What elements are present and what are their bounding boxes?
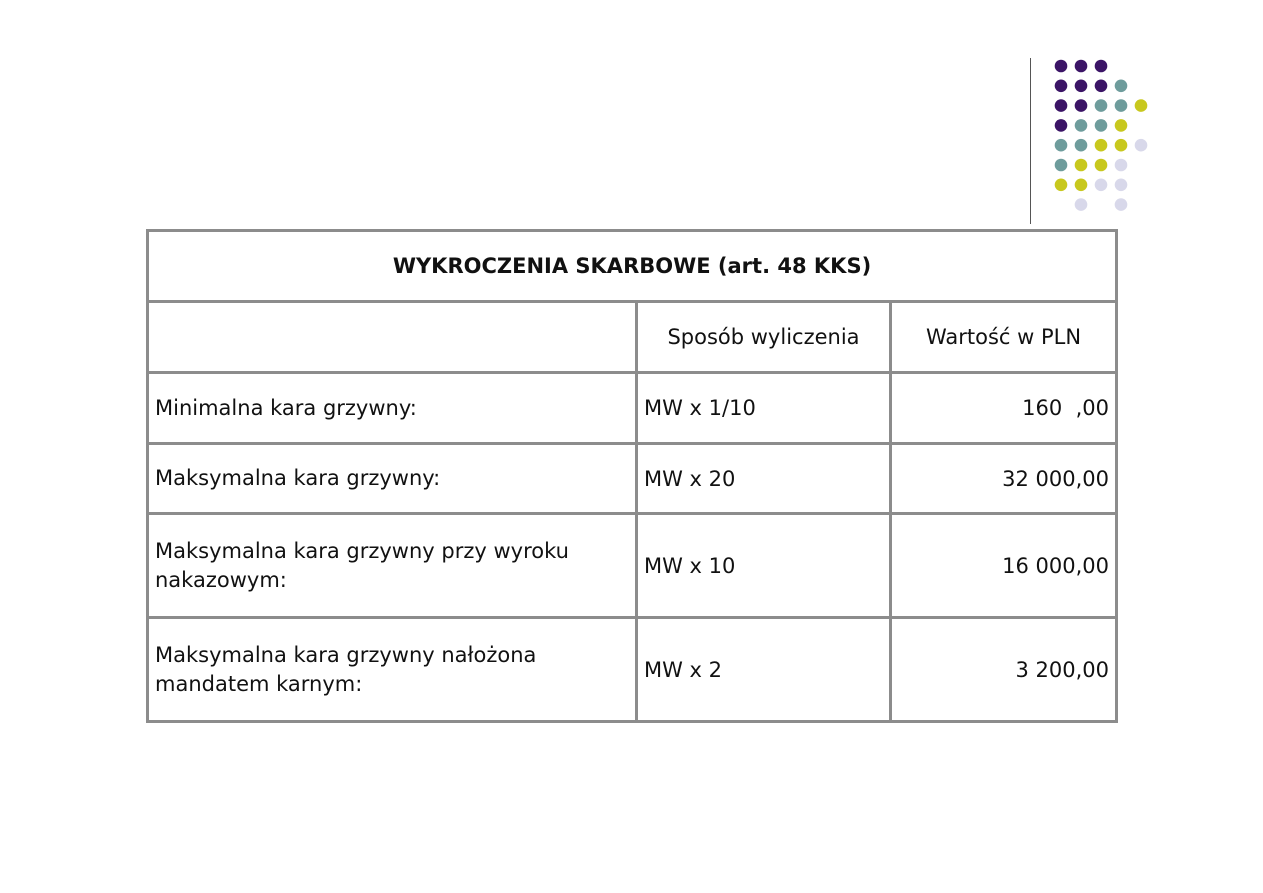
decorative-dot xyxy=(1075,119,1088,132)
decorative-dot xyxy=(1115,119,1128,132)
decorative-divider-line xyxy=(1030,58,1031,224)
decorative-dot xyxy=(1095,179,1108,192)
row-method: MW x 1/10 xyxy=(637,373,891,444)
decorative-dot-grid xyxy=(0,0,1263,230)
row-label: Maksymalna kara grzywny przy wyroku nakazowym: xyxy=(148,514,637,618)
decorative-dot xyxy=(1095,139,1108,152)
decorative-dot xyxy=(1095,159,1108,172)
row-method: MW x 20 xyxy=(637,444,891,514)
table-row xyxy=(148,373,1117,444)
decorative-dot xyxy=(1055,139,1068,152)
table-row xyxy=(148,618,1117,722)
decorative-dot xyxy=(1115,179,1128,192)
header-value: Wartość w PLN xyxy=(891,302,1117,373)
table-header-row xyxy=(148,302,1117,373)
row-label: Minimalna kara grzywny: xyxy=(148,373,637,444)
decorative-dot xyxy=(1055,99,1068,112)
table-title: WYKROCZENIA SKARBOWE (art. 48 KKS) xyxy=(148,231,1117,302)
decorative-dot xyxy=(1095,99,1108,112)
decorative-dot xyxy=(1095,60,1108,73)
decorative-dot xyxy=(1055,80,1068,93)
row-value: 3 200,00 xyxy=(891,618,1117,722)
table-row xyxy=(148,514,1117,618)
row-value: 32 000,00 xyxy=(891,444,1117,514)
decorative-dot xyxy=(1095,119,1108,132)
decorative-dot xyxy=(1135,99,1148,112)
table-row xyxy=(148,444,1117,514)
header-empty-cell xyxy=(148,302,637,373)
decorative-dot xyxy=(1055,119,1068,132)
decorative-dot xyxy=(1115,139,1128,152)
header-method: Sposób wyliczenia xyxy=(637,302,891,373)
decorative-dot xyxy=(1055,60,1068,73)
decorative-dot xyxy=(1075,99,1088,112)
decorative-dot xyxy=(1115,198,1128,211)
decorative-dot xyxy=(1095,80,1108,93)
row-value: 160 ,00 xyxy=(891,373,1117,444)
decorative-dot xyxy=(1075,60,1088,73)
decorative-dot xyxy=(1135,139,1148,152)
row-value: 16 000,00 xyxy=(891,514,1117,618)
decorative-dot xyxy=(1075,179,1088,192)
decorative-dot xyxy=(1075,198,1088,211)
fiscal-offenses-table xyxy=(146,229,1118,723)
row-label: Maksymalna kara grzywny nałożona mandatem karnym: xyxy=(148,618,637,722)
decorative-dot xyxy=(1075,159,1088,172)
decorative-dot xyxy=(1055,179,1068,192)
row-method: MW x 10 xyxy=(637,514,891,618)
decorative-dot xyxy=(1055,159,1068,172)
decorative-dot xyxy=(1115,159,1128,172)
decorative-dot xyxy=(1115,99,1128,112)
decorative-dot xyxy=(1115,80,1128,93)
decorative-dot xyxy=(1075,139,1088,152)
row-label: Maksymalna kara grzywny: xyxy=(148,444,637,514)
table-title-row xyxy=(148,231,1117,302)
decorative-dot xyxy=(1075,80,1088,93)
row-method: MW x 2 xyxy=(637,618,891,722)
